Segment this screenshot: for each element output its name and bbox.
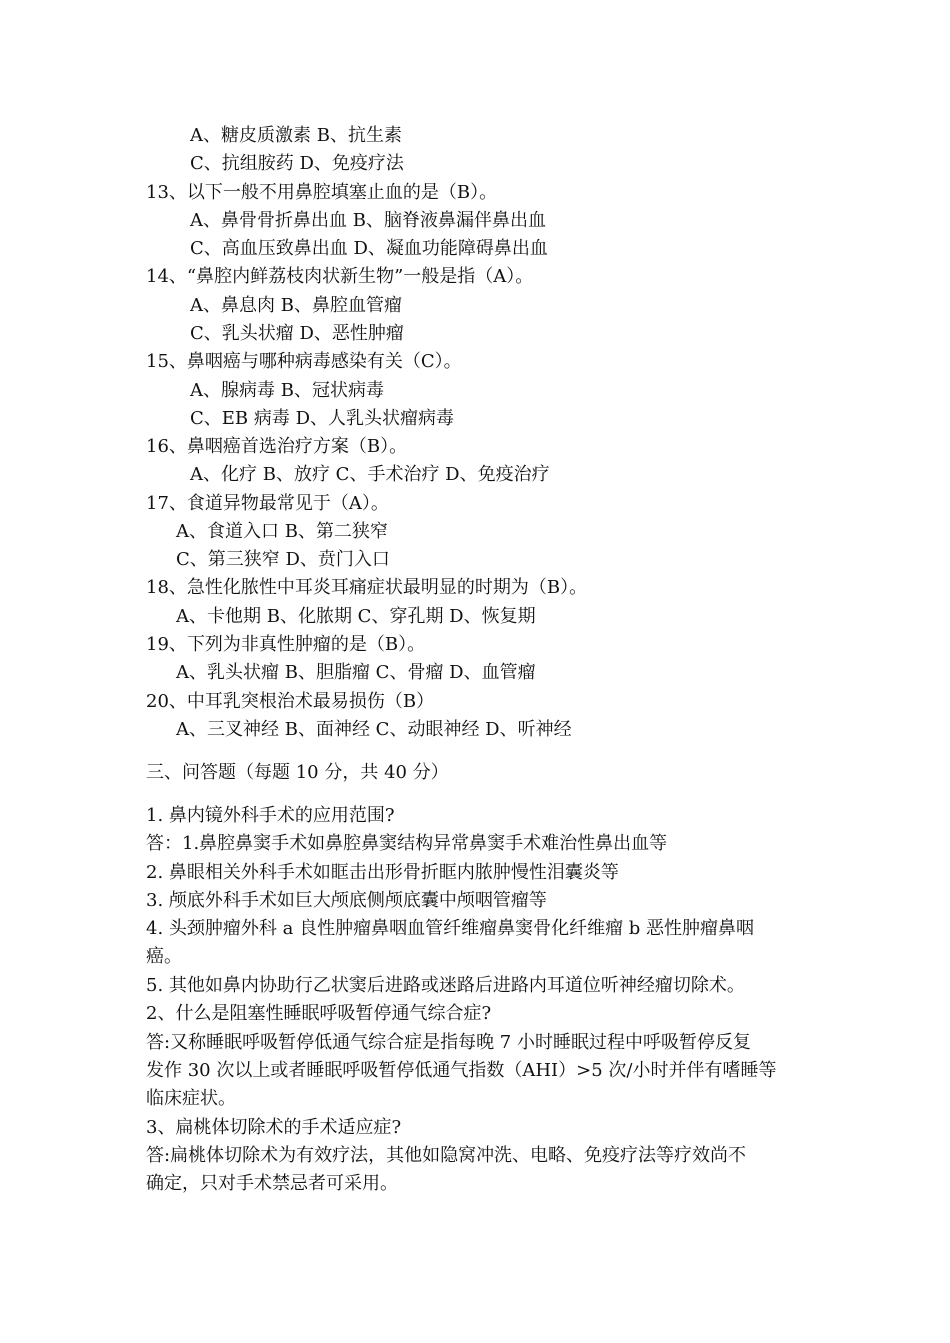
question-16: 16、鼻咽癌首选治疗方案（B）。 [146,436,408,457]
option-line: A、卡他期 B、化脓期 C、穿孔期 D、恢复期 [176,606,536,627]
option-line: A、鼻息肉 B、鼻腔血管瘤 [190,295,402,316]
option-line: C、乳头状瘤 D、恶性肿瘤 [190,323,404,344]
question-17: 17、食道异物最常见于（A）。 [146,493,389,514]
option-line: C、高血压致鼻出血 D、凝血功能障碍鼻出血 [190,238,548,259]
answer-line: 临床症状。 [146,1088,236,1109]
question-18: 18、急性化脓性中耳炎耳痛症状最明显的时期为（B）。 [146,577,588,598]
answer-line: 2. 鼻眼相关外科手术如眶击出形骨折眶内脓肿慢性泪囊炎等 [146,862,619,883]
option-line: A、鼻骨骨折鼻出血 B、脑脊液鼻漏伴鼻出血 [190,210,546,231]
question-13: 13、以下一般不用鼻腔填塞止血的是（B）。 [146,182,498,203]
question-14: 14、“鼻腔内鲜荔枝肉状新生物”一般是指（A）。 [146,266,534,287]
option-line: A、三叉神经 B、面神经 C、动眼神经 D、听神经 [176,719,572,740]
question-20: 20、中耳乳突根治术最易损伤（B） [146,691,435,712]
answer-line: 1. 鼻内镜外科手术的应用范围? [146,805,395,826]
option-line: C、抗组胺药 D、免疫疗法 [190,153,404,174]
answer-line: 答:扁桃体切除术为有效疗法，其他如隐窝冲洗、电略、免疫疗法等疗效尚不 [146,1145,747,1166]
answer-line: 4. 头颈肿瘤外科 a 良性肿瘤鼻咽血管纤维瘤鼻窦骨化纤维瘤 b 恶性肿瘤鼻咽 [146,918,755,939]
option-line: A、乳头状瘤 B、胆脂瘤 C、骨瘤 D、血管瘤 [176,662,536,683]
option-line: A、糖皮质激素 B、抗生素 [190,125,402,146]
answer-line: 2、什么是阻塞性睡眠呼吸暂停通气综合症? [146,1003,492,1024]
question-19: 19、下列为非真性肿瘤的是（B）。 [146,634,426,655]
answer-line: 确定，只对手术禁忌者可采用。 [146,1173,398,1194]
option-line: C、EB 病毒 D、人乳头状瘤病毒 [190,408,455,429]
answer-line: 5. 其他如鼻内协助行乙状窦后进路或迷路后进路内耳道位听神经瘤切除术。 [146,975,745,996]
answer-line: 3、扁桃体切除术的手术适应症? [146,1117,402,1138]
answer-line: 3. 颅底外科手术如巨大颅底侧颅底囊中颅咽管瘤等 [146,890,547,911]
section-heading: 三、问答题（每题 10 分，共 40 分） [146,762,449,783]
answer-line: 答：1.鼻腔鼻窦手术如鼻腔鼻窦结构异常鼻窦手术难治性鼻出血等 [146,833,668,854]
option-line: A、食道入口 B、第二狭窄 [176,521,388,542]
answer-line: 癌。 [146,946,182,967]
answer-line: 答:又称睡眠呼吸暂停低通气综合症是指每晚 7 小时睡眠过程中呼吸暂停反复 [146,1032,751,1053]
question-15: 15、鼻咽癌与哪种病毒感染有关（C）。 [146,351,462,372]
option-line: A、化疗 B、放疗 C、手术治疗 D、免疫治疗 [190,464,550,485]
option-line: A、腺病毒 B、冠状病毒 [190,380,384,401]
answer-line: 发作 30 次以上或者睡眠呼吸暂停低通气指数（AHI）>5 次/小时并伴有嗜睡等 [146,1060,777,1081]
option-line: C、第三狭窄 D、贲门入口 [176,549,390,570]
